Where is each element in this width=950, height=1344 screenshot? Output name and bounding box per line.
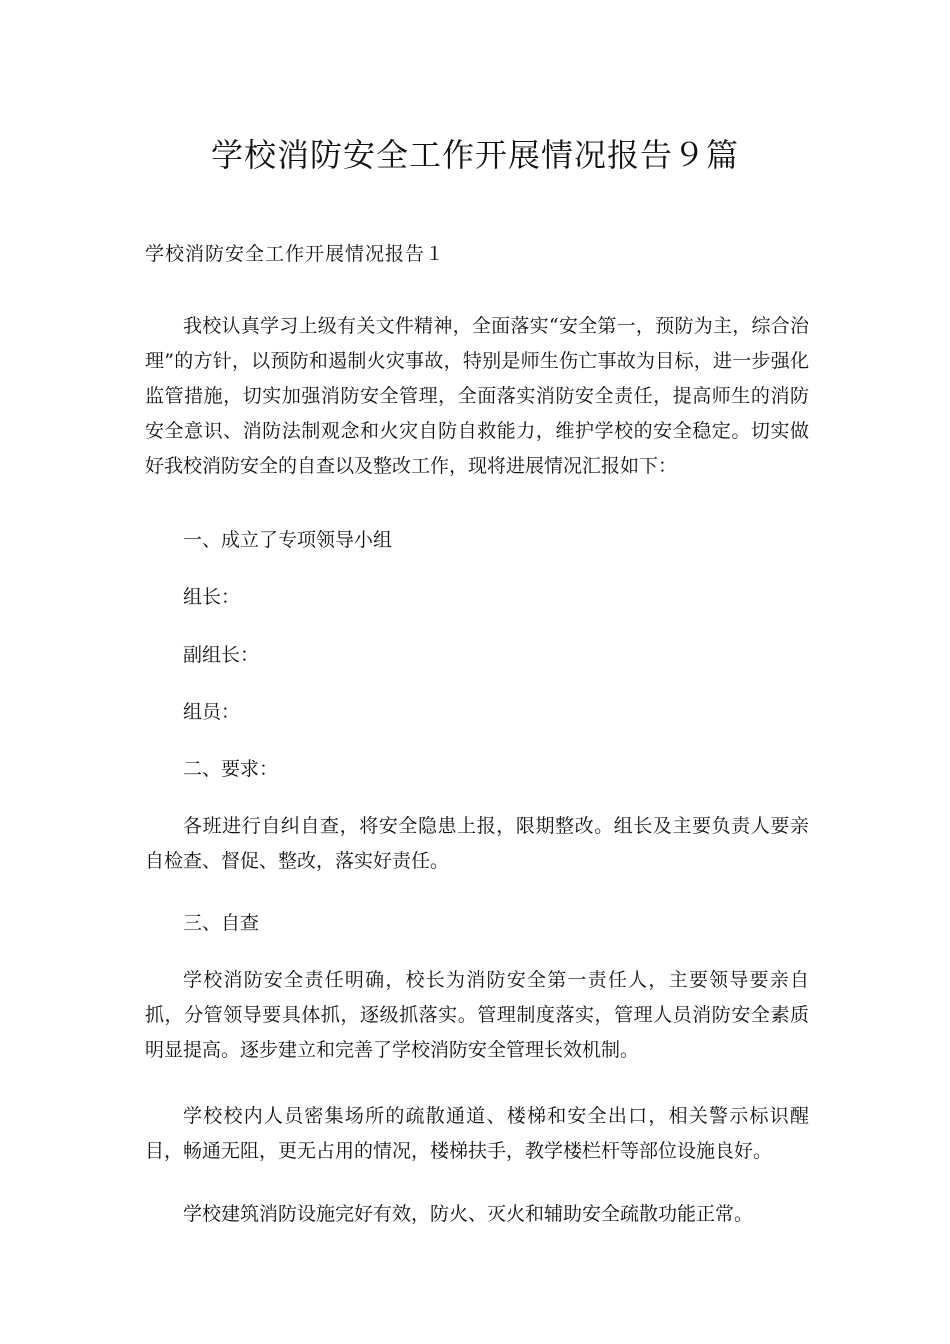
document-title: 学校消防安全工作开展情况报告９篇: [210, 136, 739, 174]
requirements-paragraph: 各班进行自纠自查，将安全隐患上报，限期整改。组长及主要负责人要亲自检查、督促、整改，落实好责任。: [145, 815, 809, 872]
evacuation-paragraph: 学校校内人员密集场所的疏散通道、楼梯和安全出口，相关警示标识醒目，畅通无阻，更无占用的情况，楼梯扶手，教学楼栏杆等部位设施良好。: [145, 1105, 809, 1162]
item-heading-self-inspection: 三、自查: [183, 912, 260, 934]
item-heading-leadership-group: 一、成立了专项领导小组: [183, 529, 393, 551]
responsibility-paragraph: 学校消防安全责任明确，校长为消防安全第一责任人，主要领导要亲自抓，分管领导要具体抓，逐级抓落实。管理制度落实，管理人员消防安全素质明显提高。逐步建立和完善了学校消防安全管理长效机制。: [145, 969, 809, 1061]
intro-paragraph: 我校认真学习上级有关文件精神，全面落实“安全第一，预防为主，综合治理”的方针，以预防和遏制火灾事故，特别是师生伤亡事故为目标，进一步强化监管措施，切实加强消防安全管理，全面落实消防安全责任，提高师生的消防安全意识、消防法制观念和火灾自防自救能力，维护学校的安全稳定。切实做好我校消防安全的自查以及整改工作，现将进展情况汇报如下：: [145, 315, 809, 477]
item-heading-requirements: 二、要求：: [183, 758, 279, 780]
section-heading: 学校消防安全工作开展情况报告１: [145, 243, 446, 265]
leader-label: 组长：: [183, 586, 241, 608]
members-label: 组员：: [183, 701, 241, 723]
deputy-leader-label: 副组长：: [183, 644, 260, 666]
facilities-paragraph: 学校建筑消防设施完好有效，防火、灭火和辅助安全疏散功能正常。: [183, 1203, 754, 1225]
